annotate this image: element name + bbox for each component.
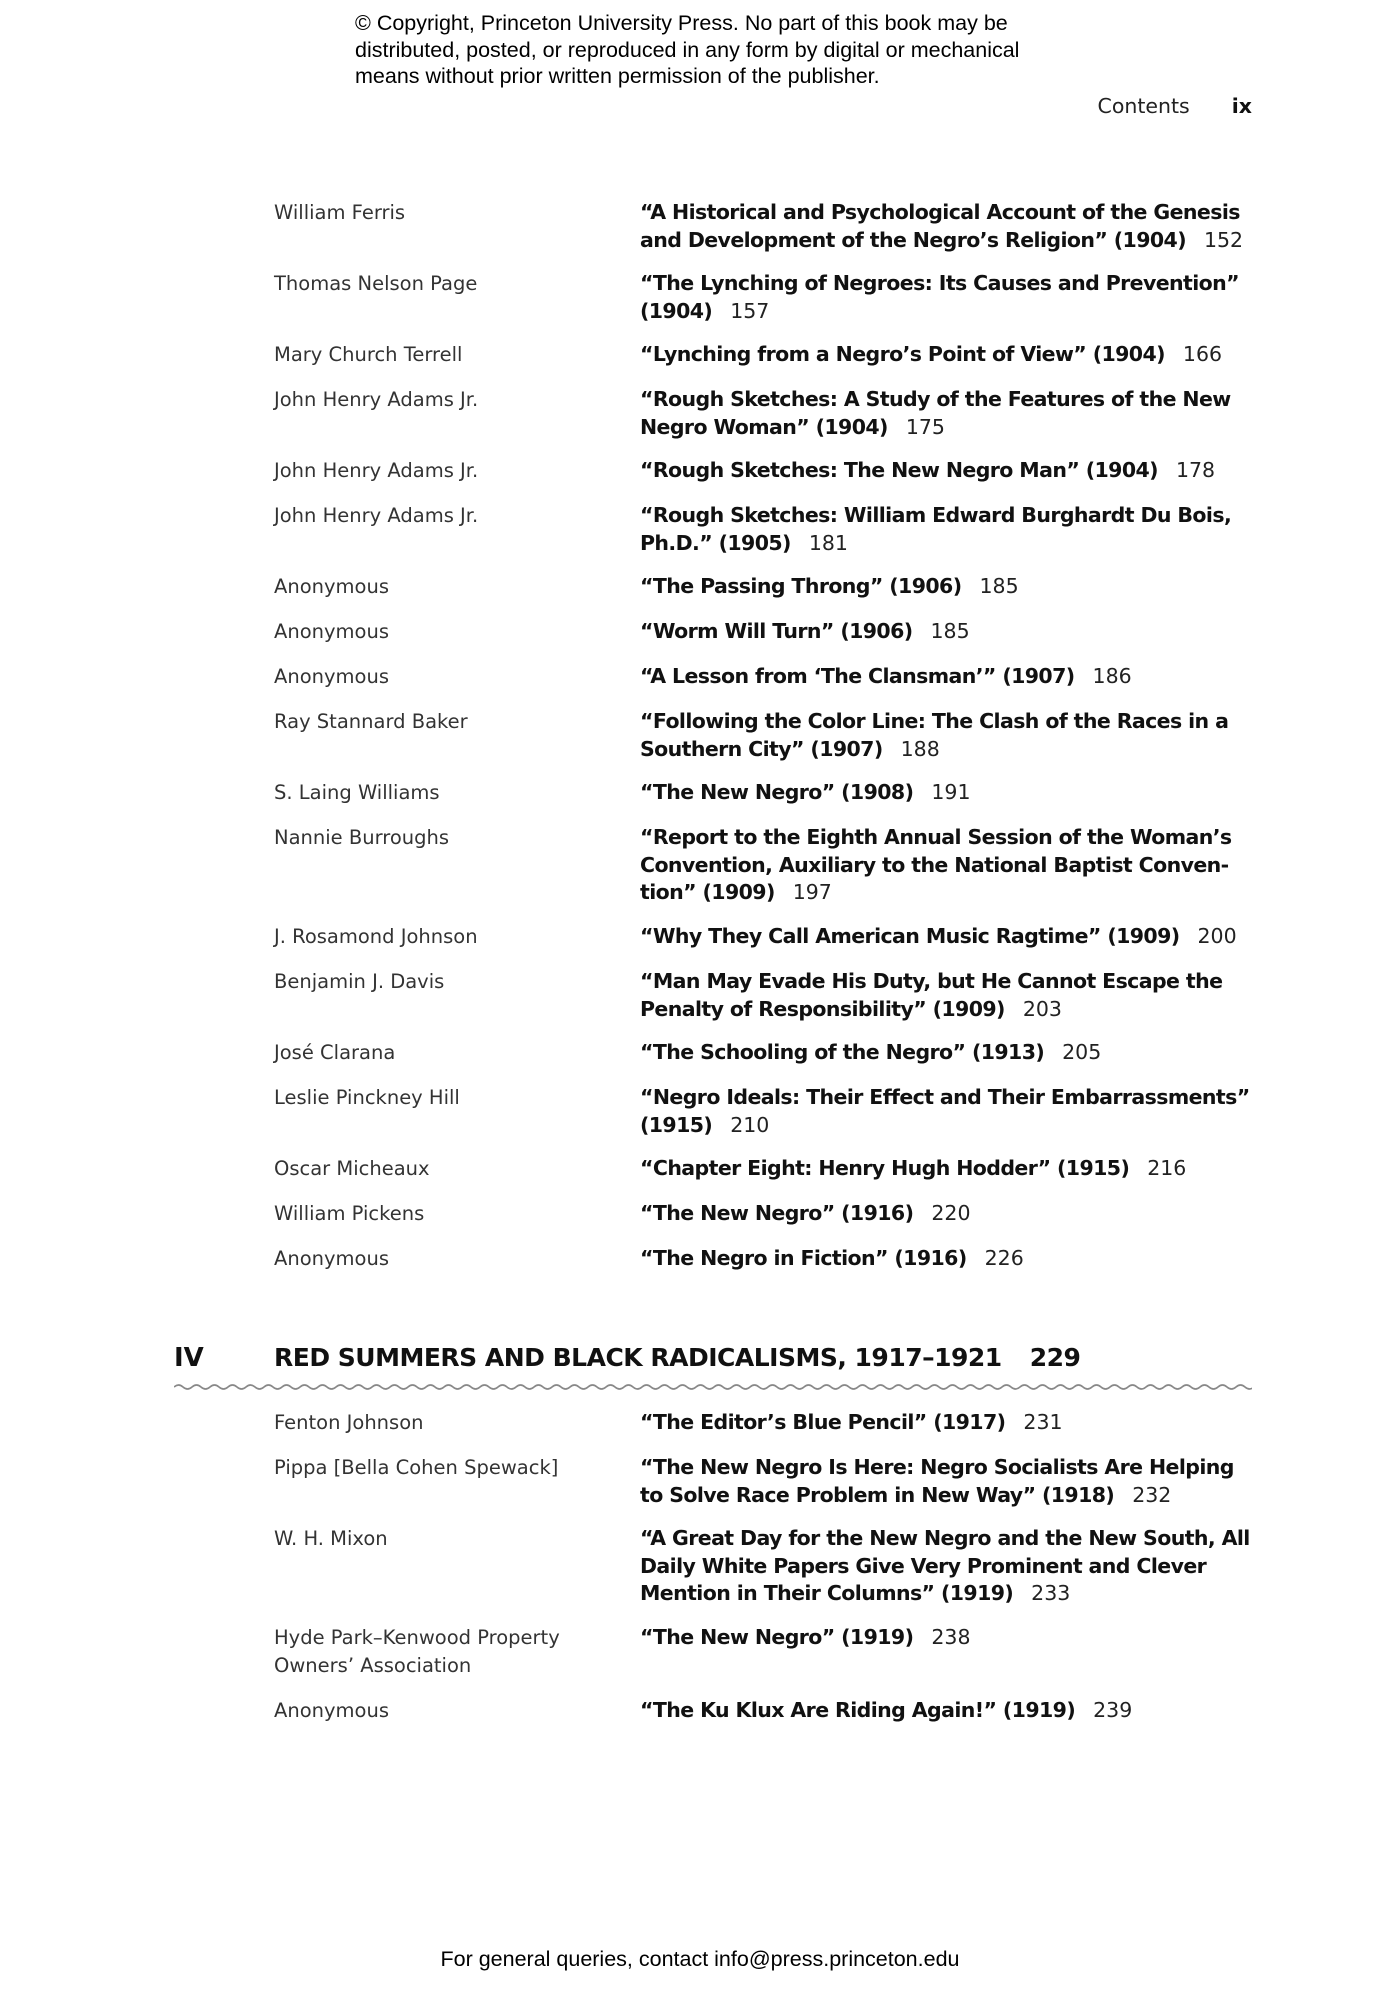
toc-title bbox=[640, 270, 1256, 325]
toc-author: S. Laing Williams bbox=[274, 781, 440, 804]
toc-title-text: “A Historical and Psychological Account of the Genesis and Development of the Negro’s Religion” (1904) bbox=[640, 200, 1240, 252]
toc-page-number: 178 bbox=[1175, 458, 1216, 482]
toc-title bbox=[640, 1155, 1256, 1183]
toc-author: Fenton Johnson bbox=[274, 1411, 424, 1434]
toc-page-number: 181 bbox=[808, 530, 848, 555]
toc-title-text: “Worm Will Turn” (1906) bbox=[640, 619, 913, 643]
toc-title bbox=[640, 618, 1256, 646]
toc-title-text: “Why They Call American Music Ragtime” (1909) bbox=[640, 924, 1180, 948]
toc-title-text: “The New Negro” (1919) bbox=[640, 1625, 914, 1649]
toc-author: William Pickens bbox=[274, 1202, 425, 1225]
toc-title bbox=[640, 1697, 1256, 1725]
toc-title-text: “Man May Evade His Duty, but He Cannot Escape the Penalty of Responsibility” (1909) bbox=[640, 969, 1223, 1021]
toc-title-text: “Report to the Eighth Annual Session of the Woman’s Convention, Auxiliary to the National Baptist Conven-tion” (1909) bbox=[640, 825, 1232, 904]
toc-title-text: “A Lesson from ‘The Clansman’” (1907) bbox=[640, 664, 1075, 688]
toc-page-number: 205 bbox=[1062, 1040, 1102, 1064]
copyright-line: means without prior written permission of the publisher. bbox=[355, 64, 880, 88]
toc-author: John Henry Adams Jr. bbox=[274, 504, 479, 527]
toc-title bbox=[640, 573, 1256, 601]
toc-title bbox=[640, 1039, 1256, 1067]
toc-author: Oscar Micheaux bbox=[274, 1157, 430, 1180]
toc-title bbox=[640, 457, 1256, 485]
toc-page-number: 226 bbox=[984, 1246, 1024, 1270]
toc-page-number: 233 bbox=[1031, 1581, 1071, 1605]
toc-page-number: 157 bbox=[730, 298, 770, 323]
toc-page-number: 216 bbox=[1147, 1156, 1187, 1180]
wavy-rule bbox=[174, 1382, 1252, 1392]
footer-contact: For general queries, contact info@press.princeton.edu bbox=[440, 1947, 960, 1971]
toc-author: Benjamin J. Davis bbox=[274, 970, 445, 993]
toc-author: John Henry Adams Jr. bbox=[274, 459, 479, 482]
toc-author: Hyde Park–Kenwood Property Owners’ Association bbox=[274, 1626, 560, 1677]
toc-author: Anonymous bbox=[274, 665, 389, 688]
toc-title-text: “Lynching from a Negro’s Point of View” (1904) bbox=[640, 342, 1165, 366]
toc-title bbox=[640, 824, 1256, 907]
toc-page-number: 197 bbox=[792, 880, 832, 904]
toc-author: W. H. Mixon bbox=[274, 1527, 388, 1550]
toc-title-text: “Following the Color Line: The Clash of the Races in a Southern City” (1907) bbox=[640, 709, 1229, 761]
toc-title bbox=[640, 1409, 1256, 1437]
toc-title bbox=[640, 1245, 1256, 1273]
toc-title-text: “Rough Sketches: The New Negro Man” (1904) bbox=[640, 458, 1158, 482]
toc-page-number: 185 bbox=[930, 619, 970, 643]
toc-page-number: 210 bbox=[730, 1112, 770, 1137]
toc-page-number: 231 bbox=[1023, 1410, 1063, 1434]
toc-author: Anonymous bbox=[274, 1247, 389, 1270]
toc-title-text: “The New Negro Is Here: Negro Socialists Are Helping to Solve Race Problem in New Way” (1918) bbox=[640, 1455, 1234, 1507]
toc-title bbox=[640, 341, 1256, 369]
section-number: IV bbox=[174, 1343, 204, 1373]
toc-title-text: “The Lynching of Negroes: Its Causes and Prevention” (1904) bbox=[640, 271, 1240, 323]
toc-page-number: 191 bbox=[931, 780, 971, 804]
toc-author: Thomas Nelson Page bbox=[274, 272, 478, 295]
toc-author: José Clarana bbox=[274, 1041, 396, 1064]
toc-author: Anonymous bbox=[274, 1699, 389, 1722]
toc-title-text: “The Schooling of the Negro” (1913) bbox=[640, 1040, 1045, 1064]
toc-title bbox=[640, 779, 1256, 807]
toc-title bbox=[640, 1454, 1256, 1509]
toc-author: William Ferris bbox=[274, 201, 406, 224]
toc-author: Anonymous bbox=[274, 620, 389, 643]
section-heading bbox=[274, 1343, 1254, 1372]
toc-author: John Henry Adams Jr. bbox=[274, 388, 479, 411]
running-head-title: Contents bbox=[1097, 94, 1190, 118]
toc-title-text: “The Negro in Fiction” (1916) bbox=[640, 1246, 967, 1270]
toc-page-number: 152 bbox=[1203, 227, 1244, 252]
running-head-page-number: ix bbox=[1231, 94, 1252, 118]
toc-title bbox=[640, 199, 1256, 254]
toc-page-number: 220 bbox=[931, 1201, 971, 1225]
toc-title bbox=[640, 663, 1256, 691]
toc-page-number: 185 bbox=[979, 574, 1019, 598]
toc-title-text: “The Ku Klux Are Riding Again!” (1919) bbox=[640, 1698, 1076, 1722]
toc-title bbox=[640, 502, 1256, 557]
toc-page-number: 203 bbox=[1022, 996, 1062, 1021]
toc-title bbox=[640, 1525, 1256, 1608]
toc-title-text: “The Passing Throng” (1906) bbox=[640, 574, 962, 598]
running-head bbox=[900, 94, 1252, 118]
toc-title bbox=[640, 708, 1256, 763]
toc-title bbox=[640, 968, 1256, 1023]
toc-title bbox=[640, 1084, 1256, 1139]
toc-title-text: “Rough Sketches: A Study of the Features of the New Negro Woman” (1904) bbox=[640, 387, 1231, 439]
toc-title-text: “The New Negro” (1908) bbox=[640, 780, 914, 804]
toc-author: Nannie Burroughs bbox=[274, 826, 450, 849]
toc-page-number: 166 bbox=[1182, 342, 1223, 366]
toc-title bbox=[640, 386, 1256, 441]
toc-title-text: “Chapter Eight: Henry Hugh Hodder” (1915) bbox=[640, 1156, 1130, 1180]
toc-author: Mary Church Terrell bbox=[274, 343, 463, 366]
toc-title bbox=[640, 923, 1256, 951]
toc-title-text: “Negro Ideals: Their Effect and Their Embarrassments” (1915) bbox=[640, 1085, 1250, 1137]
toc-page-number: 232 bbox=[1132, 1482, 1172, 1507]
toc-page-number: 200 bbox=[1197, 924, 1237, 948]
toc-author: Ray Stannard Baker bbox=[274, 710, 468, 733]
toc-title-text: “The New Negro” (1916) bbox=[640, 1201, 914, 1225]
toc-author: Anonymous bbox=[274, 575, 389, 598]
toc-page-number: 239 bbox=[1093, 1698, 1133, 1722]
section-title: RED SUMMERS AND BLACK RADICALISMS, 1917–1921 bbox=[274, 1343, 1002, 1372]
toc-page-number: 188 bbox=[900, 736, 940, 761]
toc-title-text: “Rough Sketches: William Edward Burghardt Du Bois, Ph.D.” (1905) bbox=[640, 503, 1232, 555]
toc-title-text: “A Great Day for the New Negro and the New South, All Daily White Papers Give Very Prominent and Clever Mention in Their Columns” (1919) bbox=[640, 1526, 1250, 1605]
section-page-number: 229 bbox=[1029, 1343, 1081, 1372]
toc-page-number: 238 bbox=[931, 1625, 971, 1649]
toc-page-number: 175 bbox=[905, 414, 945, 439]
copyright-line: distributed, posted, or reproduced in any form by digital or mechanical bbox=[355, 37, 1020, 62]
toc-title bbox=[640, 1200, 1256, 1228]
toc-title-text: “The Editor’s Blue Pencil” (1917) bbox=[640, 1410, 1006, 1434]
toc-author: J. Rosamond Johnson bbox=[274, 925, 478, 948]
copyright-line: © Copyright, Princeton University Press. No part of this book may be bbox=[355, 11, 1008, 35]
toc-title bbox=[640, 1624, 1256, 1652]
copyright-notice bbox=[355, 10, 1115, 90]
toc-author: Leslie Pinckney Hill bbox=[274, 1086, 460, 1109]
toc-author: Pippa [Bella Cohen Spewack] bbox=[274, 1456, 559, 1479]
toc-page-number: 186 bbox=[1092, 664, 1132, 688]
